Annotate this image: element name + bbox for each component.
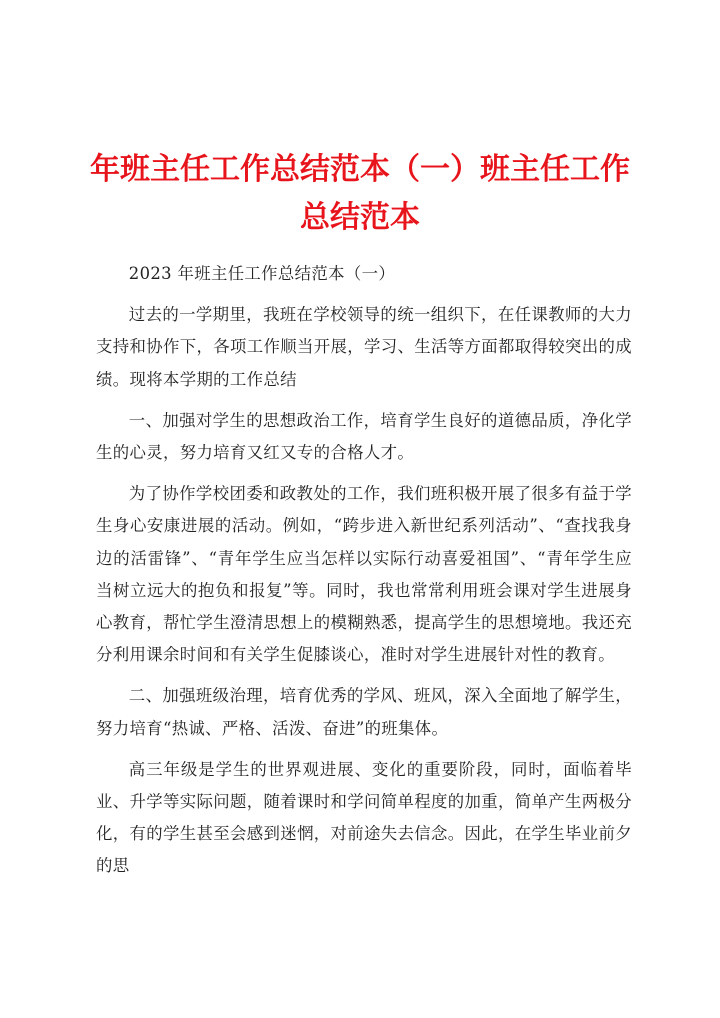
paragraph-intro: 过去的一学期里，我班在学校领导的统一组织下，在任课教师的大力支持和协作下，各项工作顺当开展，学习、生活等方面都取得较突出的成绩。现将本学期的工作总结 [96, 305, 632, 389]
paragraph-activities: 为了协作学校团委和政教处的工作，我们班积极开展了很多有益于学生身心安康进展的活动。例如，“跨步进入新世纪系列活动”、“查找我身边的活雷锋”、“青年学生应当怎样以实际行动喜爱祖国”、“青年学生应当树立远大的抱负和报复”等。同时，我也常常利用班会课对学生进展身心教育，帮忙学生澄清思想上的模糊熟悉，提高学生的思想境地。我还充分利用课余时间和有关学生促膝谈心，准时对学生进展针对性的教育。 [96, 484, 632, 665]
document-title: 年班主任工作总结范本（一）班主任工作总结范本 [90, 152, 630, 235]
section-heading: 2023 年班主任工作总结范本（一） [128, 264, 396, 283]
paragraph-point-two: 二、加强班级治理，培育优秀的学风、班风，深入全面地了解学生，努力培育“热诚、严格、活泼、奋进”的班集体。 [96, 686, 632, 738]
document-body [96, 258, 632, 892]
paragraph-point-one: 一、加强对学生的思想政治工作，培育学生良好的道德品质，净化学生的心灵，努力培育又红又专的合格人才。 [96, 410, 632, 463]
paragraph-senior-year: 高三年级是学生的世界观进展、变化的重要阶段，同时，面临着毕业、升学等实际问题，随着课时和学问简单程度的加重，简单产生两极分化，有的学生甚至会感到迷惘，对前途失去信念。因此，在学生毕业前夕的思 [96, 759, 632, 876]
